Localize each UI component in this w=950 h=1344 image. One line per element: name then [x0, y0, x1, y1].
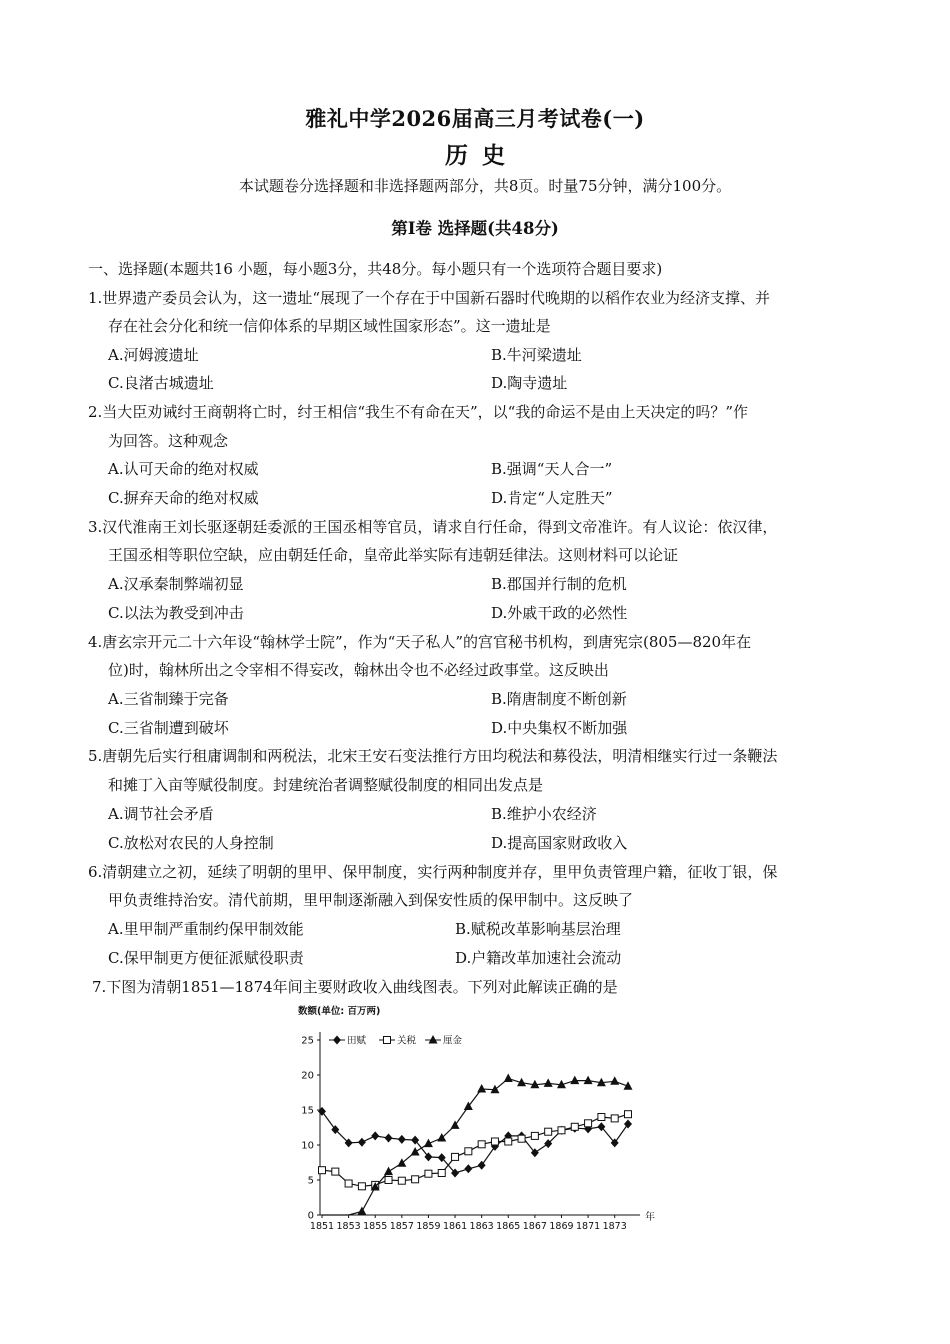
data-point [397, 1158, 406, 1167]
y-tick-label: 15 [301, 1105, 314, 1117]
x-tick-label: 1871 [575, 1221, 601, 1232]
subject-title: 历史 [445, 142, 519, 169]
question-3-stem-cont: 王国丞相等职位空缺，应由朝廷任命，皇帝此举实际有违朝廷律法。这则材料可以论证 [108, 546, 679, 564]
data-point [425, 1170, 432, 1177]
data-point [518, 1135, 525, 1142]
y-tick-label: 10 [301, 1140, 314, 1152]
question-4-option-b[interactable]: B.隋唐制度不断创新 [491, 690, 627, 708]
data-point [610, 1076, 619, 1085]
x-tick-label: 1857 [389, 1221, 414, 1232]
data-point [358, 1183, 365, 1190]
data-point [477, 1084, 486, 1093]
chart-xlabel: 年 [645, 1212, 655, 1223]
data-point [438, 1170, 445, 1177]
question-6-option-b[interactable]: B.赋税改革影响基层治理 [455, 920, 621, 938]
question-6-stem-cont: 甲负责维持治安。清代前期，里甲制逐渐融入到保安性质的保甲制中。这反映了 [108, 891, 634, 909]
question-1-option-c[interactable]: C.良渚古城遗址 [108, 374, 214, 392]
x-tick-label: 1867 [522, 1221, 547, 1232]
question-5-stem: 5.唐朝先后实行租庸调制和两税法，北宋王安石变法推行方田均税法和募役法，明清相继实行过一条鞭法 [88, 747, 778, 765]
data-point [598, 1114, 605, 1121]
data-point [385, 1177, 392, 1184]
x-tick-label: 1863 [469, 1221, 494, 1232]
legend-marker [333, 1036, 341, 1045]
fiscal-revenue-chart [290, 1000, 670, 1245]
question-5-option-d[interactable]: D.提高国家财政收入 [491, 834, 628, 852]
question-2-option-b[interactable]: B.强调“天人合一” [491, 460, 613, 478]
question-2-stem: 2.当大臣劝诫纣王商朝将亡时，纣王相信“我生不有命在天”，以“我的命运不是由上天决定的吗？”作 [88, 403, 748, 421]
data-point [371, 1131, 379, 1140]
x-tick-label: 1869 [549, 1221, 574, 1232]
legend-marker [384, 1037, 391, 1044]
data-point [558, 1127, 565, 1134]
y-tick-label: 25 [301, 1035, 314, 1047]
data-point [452, 1153, 459, 1160]
data-point [384, 1167, 393, 1176]
x-tick-label: 1873 [602, 1221, 627, 1232]
question-1-option-a[interactable]: A.河姆渡遗址 [108, 346, 199, 364]
data-point [411, 1147, 420, 1156]
question-4-option-a[interactable]: A.三省制臻于完备 [108, 690, 229, 708]
legend-label: 田赋 [347, 1035, 367, 1047]
section-heading: 第Ⅰ卷 选择题(共48分) [391, 219, 559, 238]
question-6-option-a[interactable]: A.里甲制严重制约保甲制效能 [108, 920, 304, 938]
data-point [478, 1141, 485, 1148]
part-instructions: 一、选择题(本题共16 小题，每小题3分，共48分。每小题只有一个选项符合题目要求) [88, 260, 663, 278]
question-3-option-b[interactable]: B.郡国并行制的危机 [491, 575, 627, 593]
question-4-option-c[interactable]: C.三省制遭到破坏 [108, 719, 229, 737]
y-tick-label: 0 [307, 1210, 314, 1222]
question-3-stem: 3.汉代淮南王刘长驱逐朝廷委派的王国丞相等官员，请求自行任命，得到文帝准许。有人议论：依汉律， [88, 518, 778, 536]
data-point [357, 1207, 366, 1216]
chart-legend [329, 1035, 463, 1047]
data-point [625, 1111, 632, 1118]
series-line [322, 1114, 628, 1186]
question-2-option-a[interactable]: A.认可天命的绝对权威 [108, 460, 259, 478]
x-tick-label: 1851 [309, 1221, 335, 1232]
data-point [570, 1076, 579, 1085]
data-point [531, 1132, 538, 1139]
question-1-stem: 1.世界遗产委员会认为，这一遗址“展现了一个存在于中国新石器时代晚期的以稻作农业为经济支撑、并 [88, 289, 770, 307]
data-point [585, 1120, 592, 1127]
data-point [319, 1167, 326, 1174]
data-point [332, 1168, 339, 1175]
data-point [358, 1138, 366, 1147]
data-point [504, 1074, 513, 1083]
question-5-option-c[interactable]: C.放松对农民的人身控制 [108, 834, 274, 852]
series-line [322, 1111, 628, 1173]
chart-plot-area [318, 1074, 633, 1216]
y-tick-label: 20 [301, 1070, 314, 1082]
data-point [345, 1180, 352, 1187]
x-tick-label: 1861 [442, 1221, 468, 1232]
data-point [505, 1138, 512, 1145]
data-point [611, 1115, 618, 1122]
legend-label: 厘金 [443, 1035, 463, 1047]
data-point [412, 1176, 419, 1183]
question-2-option-c[interactable]: C.摒弃天命的绝对权威 [108, 489, 259, 507]
x-tick-label: 1865 [496, 1221, 521, 1232]
exam-intro: 本试题卷分选择题和非选择题两部分，共8页。时量75分钟，满分100分。 [238, 177, 732, 195]
question-6-stem: 6.清朝建立之初，延续了明朝的里甲、保甲制度，实行两种制度并存，里甲负责管理户籍，征收丁银，保 [88, 863, 778, 881]
question-4-stem: 4.唐玄宗开元二十六年设“翰林学士院”，作为“天子私人”的宫官秘书机构，到唐宪宗(805—820年在 [88, 633, 752, 651]
data-point [571, 1123, 578, 1130]
question-5-option-a[interactable]: A.调节社会矛盾 [108, 805, 214, 823]
x-tick-label: 1853 [336, 1221, 361, 1232]
exam-title: 雅礼中学2026届高三月考试卷(一) [305, 106, 645, 131]
data-point [491, 1138, 498, 1145]
question-6-option-d[interactable]: D.户籍改革加速社会流动 [455, 949, 622, 967]
question-2-option-d[interactable]: D.肯定“人定胜天” [491, 489, 613, 507]
data-point [584, 1076, 593, 1085]
legend-marker [429, 1035, 438, 1044]
question-5-stem-cont: 和摊丁入亩等赋役制度。封建统治者调整赋役制度的相同出发点是 [108, 776, 544, 794]
data-point [545, 1128, 552, 1135]
x-tick-label: 1859 [416, 1221, 441, 1232]
y-tick-label: 5 [307, 1175, 314, 1187]
series-line [322, 1079, 628, 1216]
question-1-stem-cont: 存在社会分化和统一信仰体系的早期区域性国家形态”。这一遗址是 [108, 317, 551, 335]
chart-ylabel: 数额(单位: 百万两) [298, 1006, 381, 1017]
question-1-option-d[interactable]: D.陶寺遗址 [491, 374, 568, 392]
question-3-option-d[interactable]: D.外戚干政的必然性 [491, 604, 628, 622]
question-4-stem-cont: 位)时，翰林所出之令宰相不得妄改，翰林出令也不必经过政事堂。这反映出 [108, 661, 609, 679]
data-point [464, 1164, 472, 1173]
question-3-option-a[interactable]: A.汉承秦制弊端初显 [108, 575, 244, 593]
question-1-option-b[interactable]: B.牛河梁遗址 [491, 346, 582, 364]
question-7-stem: 7.下图为清朝1851—1874年间主要财政收入曲线图表。下列对此解读正确的是 [92, 978, 618, 996]
question-3-option-c[interactable]: C.以法为教受到冲击 [108, 604, 244, 622]
data-point [398, 1177, 405, 1184]
data-point [465, 1148, 472, 1155]
data-point [385, 1134, 393, 1143]
question-6-option-c[interactable]: C.保甲制更方便征派赋役职责 [108, 949, 304, 967]
legend-label: 关税 [397, 1035, 417, 1047]
question-5-option-b[interactable]: B.维护小农经济 [491, 805, 597, 823]
data-point [544, 1078, 553, 1087]
question-2-stem-cont: 为回答。这种观念 [108, 432, 229, 450]
x-tick-label: 1855 [363, 1221, 388, 1232]
question-4-option-d[interactable]: D.中央集权不断加强 [491, 719, 628, 737]
data-point [398, 1135, 406, 1144]
